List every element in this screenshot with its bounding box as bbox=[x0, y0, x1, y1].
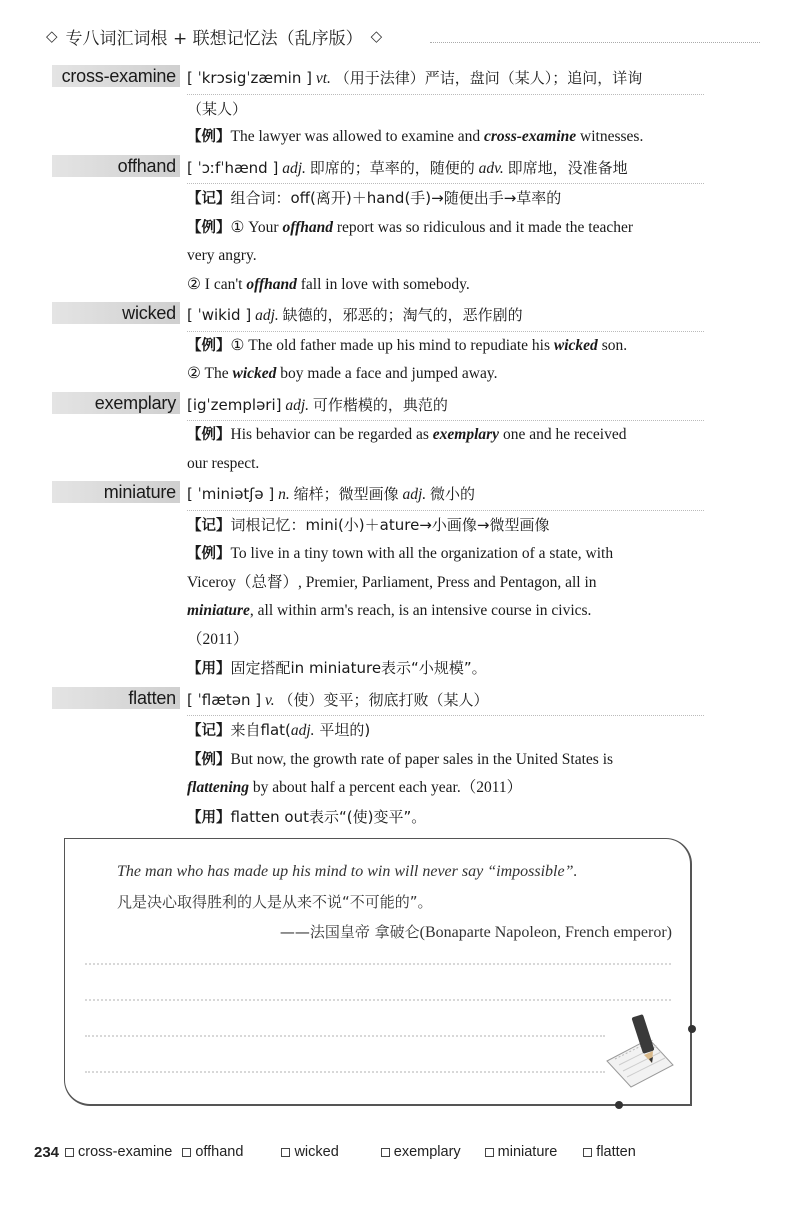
checkbox-icon bbox=[281, 1148, 290, 1157]
definition: 即席地，没准备地 bbox=[507, 158, 628, 177]
part-of-speech: adj. bbox=[282, 159, 306, 177]
example-number: ① bbox=[230, 218, 245, 236]
example-label: 【例】 bbox=[187, 546, 231, 562]
keyword: miniature bbox=[187, 602, 250, 619]
memory-line bbox=[187, 511, 704, 541]
example-line bbox=[187, 332, 704, 361]
footer-checkbox-item[interactable] bbox=[65, 1144, 172, 1160]
example-text: To live in a tiny town with all the organization of a state, with bbox=[230, 545, 614, 562]
diamond-icon: ◇ bbox=[46, 27, 58, 45]
example-line bbox=[187, 214, 704, 243]
example-label: 【例】 bbox=[187, 337, 231, 354]
header-rule bbox=[430, 42, 760, 43]
part-of-speech: n. bbox=[278, 486, 290, 503]
usage-text: flatten out表示“(使)变平”。 bbox=[230, 807, 427, 826]
pronunciation: [ ˈɔːfˈhænd ] bbox=[187, 158, 279, 177]
definition-continued: （某人） bbox=[187, 99, 248, 118]
footer-word: wicked bbox=[294, 1144, 339, 1160]
quote-box bbox=[64, 838, 692, 1106]
usage-line bbox=[187, 654, 704, 684]
pronunciation: [ ˈkrɔsigˈzæmin ] bbox=[187, 69, 312, 87]
headword: flatten bbox=[52, 687, 180, 709]
definition: 微小的 bbox=[430, 485, 476, 503]
definition-line bbox=[187, 480, 704, 511]
memory-text: 来自flat( bbox=[230, 721, 291, 739]
memory-line bbox=[187, 184, 704, 214]
memory-text: 平坦的) bbox=[314, 721, 371, 739]
diamond-icon: ◇ bbox=[370, 27, 383, 45]
example-text: witnesses. bbox=[576, 128, 644, 145]
corner-dot bbox=[688, 1025, 696, 1033]
footer-word: miniature bbox=[497, 1144, 558, 1160]
running-header bbox=[46, 22, 756, 50]
definition: 即席的；草率的，随便的 bbox=[309, 158, 475, 177]
example-text: by about half a percent each year.（2011） bbox=[249, 779, 523, 796]
writing-line bbox=[85, 1071, 605, 1073]
checkbox-icon bbox=[65, 1148, 74, 1157]
keyword: exemplary bbox=[432, 426, 500, 443]
checkbox-icon bbox=[182, 1148, 191, 1157]
example-text: one and he received bbox=[499, 426, 627, 443]
example-continued bbox=[187, 597, 704, 626]
example-year: （2011） bbox=[187, 630, 249, 648]
part-of-speech: adj. bbox=[255, 307, 279, 324]
example-text: son. bbox=[597, 336, 628, 354]
definition-line bbox=[187, 154, 704, 185]
example-text: I can't bbox=[204, 275, 247, 293]
example-label: 【例】 bbox=[187, 751, 231, 768]
example-text: The old father made up his mind to repudiate his bbox=[248, 336, 554, 354]
corner-dot bbox=[615, 1101, 623, 1109]
quote-author bbox=[280, 921, 672, 942]
example-label: 【例】 bbox=[187, 427, 231, 443]
keyword: offhand bbox=[282, 218, 334, 236]
entry-wicked bbox=[0, 301, 800, 389]
writing-line bbox=[85, 1035, 605, 1037]
quote-chinese: 凡是决心取得胜利的人是从来不说“不可能的”。 bbox=[117, 893, 433, 911]
keyword: wicked bbox=[553, 336, 598, 354]
headword: miniature bbox=[52, 481, 180, 503]
keyword: offhand bbox=[246, 275, 297, 293]
example-label: 【例】 bbox=[187, 219, 231, 236]
quote-english bbox=[117, 863, 577, 881]
definition-line bbox=[187, 686, 704, 717]
quote-quoted-word: “impossible”. bbox=[487, 863, 578, 880]
pronunciation: [ ˈminiətʃə ] bbox=[187, 485, 275, 503]
checkbox-icon bbox=[381, 1148, 390, 1157]
footer-checkbox-item[interactable] bbox=[485, 1144, 558, 1160]
example-number: ② bbox=[187, 365, 201, 382]
example-number: ① bbox=[230, 336, 245, 354]
footer-checkbox-item[interactable] bbox=[583, 1144, 636, 1160]
example-continued: our respect. bbox=[187, 454, 260, 472]
definition-line bbox=[187, 64, 704, 95]
pronunciation: [ ˈflætən ] bbox=[187, 690, 262, 709]
example-text: Your bbox=[248, 218, 283, 236]
entry-list bbox=[0, 64, 800, 832]
example-line bbox=[187, 421, 704, 450]
part-of-speech: adj. bbox=[290, 722, 315, 739]
memory-label: 【记】 bbox=[187, 517, 231, 534]
definition: （用于法律）严诘，盘问（某人）；追问，详询 bbox=[334, 69, 643, 87]
footer-word: flatten bbox=[596, 1144, 636, 1160]
example-line bbox=[187, 540, 704, 569]
definition: （使）变平；彻底打败（某人） bbox=[278, 690, 489, 709]
quote-text: The man who has made up his mind to win will never say bbox=[117, 863, 488, 880]
writing-line bbox=[85, 963, 671, 965]
headword: wicked bbox=[52, 302, 180, 324]
part-of-speech: v. bbox=[265, 691, 275, 709]
example-continued: very angry. bbox=[187, 247, 257, 264]
usage-text: 固定搭配in miniature表示“小规模”。 bbox=[230, 659, 487, 677]
keyword: wicked bbox=[232, 365, 277, 382]
example-text: His behavior can be regarded as bbox=[230, 426, 433, 443]
definition-line bbox=[187, 391, 704, 422]
usage-label: 【用】 bbox=[187, 661, 231, 677]
example-line bbox=[187, 746, 704, 775]
entry-cross-examine bbox=[0, 64, 800, 152]
notepad-pencil-icon bbox=[599, 1009, 679, 1089]
usage-label: 【用】 bbox=[187, 809, 231, 826]
example-text: report was so ridiculous and it made the teacher bbox=[333, 218, 634, 236]
entry-offhand bbox=[0, 154, 800, 300]
author-chinese: ——法国皇帝 拿破仑 bbox=[279, 923, 420, 941]
writing-line bbox=[85, 999, 671, 1001]
example-text: , all within arm's reach, is an intensive course in civics. bbox=[249, 602, 592, 619]
part-of-speech: adv. bbox=[478, 159, 504, 177]
header-title: 专八词汇词根 + 联想记忆法（乱序版） bbox=[65, 28, 363, 49]
keyword: flattening bbox=[187, 779, 250, 796]
page-number: 234 bbox=[34, 1143, 60, 1161]
example-continued: Viceroy（总督）, Premier, Parliament, Press and Pentagon, all in bbox=[187, 573, 597, 591]
memory-label: 【记】 bbox=[187, 723, 231, 739]
headword: exemplary bbox=[52, 392, 180, 414]
footer-word: offhand bbox=[195, 1144, 244, 1160]
entry-flatten bbox=[0, 686, 800, 833]
example-line bbox=[187, 360, 704, 389]
definition: 缺德的，邪恶的；淘气的，恶作剧的 bbox=[282, 306, 523, 324]
headword: cross-examine bbox=[52, 65, 180, 87]
footer-checkbox-item[interactable] bbox=[281, 1144, 338, 1160]
memory-text: 组合词：off(离开)＋hand(手)→随便出手→草率的 bbox=[230, 189, 562, 207]
example-label: 【例】 bbox=[187, 129, 231, 145]
part-of-speech: adj. bbox=[402, 486, 427, 503]
footer-checkbox-item[interactable] bbox=[381, 1144, 461, 1160]
footer-word: exemplary bbox=[393, 1144, 461, 1160]
memory-label: 【记】 bbox=[187, 191, 231, 207]
example-number: ② bbox=[187, 275, 201, 293]
definition: 可作楷模的，典范的 bbox=[312, 395, 448, 414]
example-text: fall in love with somebody. bbox=[296, 275, 470, 293]
example-text: The bbox=[204, 365, 233, 382]
example-text: The lawyer was allowed to examine and bbox=[230, 128, 485, 145]
example-line bbox=[187, 271, 704, 300]
footer-checkbox-item[interactable] bbox=[182, 1144, 243, 1160]
author-english: (Bonaparte Napoleon, French emperor) bbox=[419, 924, 672, 941]
pronunciation: [igˈzempləri] bbox=[187, 395, 282, 414]
memory-line bbox=[187, 716, 704, 746]
definition: 缩样；微型画像 bbox=[293, 485, 399, 503]
headword: offhand bbox=[52, 155, 180, 177]
footer-word: cross-examine bbox=[78, 1144, 173, 1160]
part-of-speech: vt. bbox=[315, 70, 331, 87]
pronunciation: [ ˈwikid ] bbox=[187, 306, 252, 324]
example-text: But now, the growth rate of paper sales in the United States is bbox=[230, 750, 614, 768]
entry-miniature bbox=[0, 480, 800, 684]
memory-text: 词根记忆：mini(小)＋ature→小画像→微型画像 bbox=[230, 515, 550, 534]
definition-line bbox=[187, 301, 704, 332]
checkbox-icon bbox=[485, 1148, 494, 1157]
keyword: cross-examine bbox=[484, 128, 577, 145]
usage-line bbox=[187, 803, 704, 833]
example-text: boy made a face and jumped away. bbox=[276, 365, 498, 382]
checkbox-icon bbox=[583, 1148, 592, 1157]
part-of-speech: adj. bbox=[285, 396, 310, 414]
page-footer bbox=[34, 1141, 774, 1163]
example-line bbox=[187, 123, 704, 152]
entry-exemplary bbox=[0, 391, 800, 479]
example-continued bbox=[187, 774, 704, 803]
